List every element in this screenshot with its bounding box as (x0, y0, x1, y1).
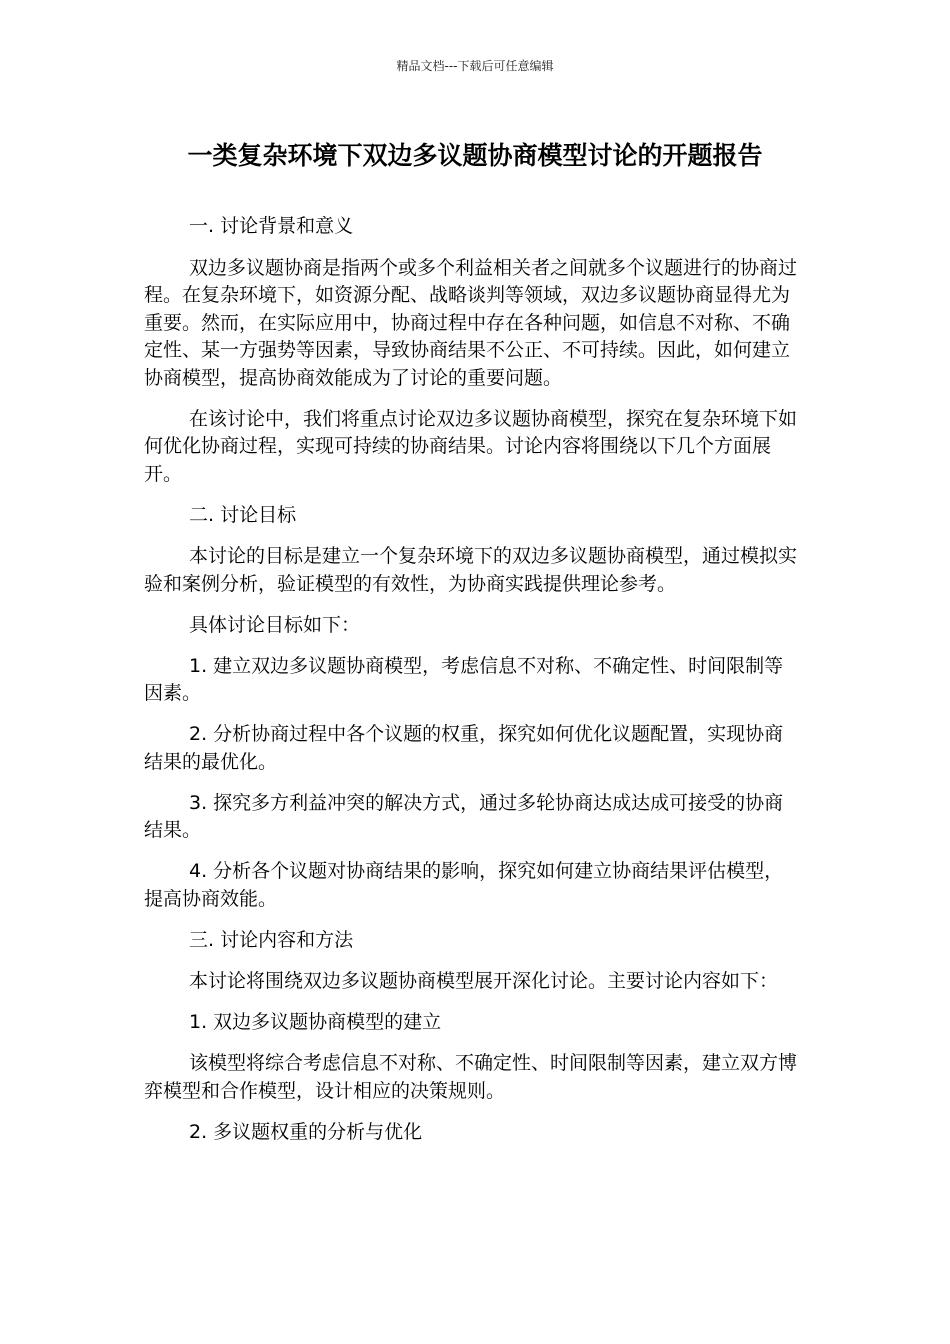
methods-item-1-heading: 1. 双边多议题协商模型的建立 (189, 1011, 442, 1033)
goal-item-4: 4. 分析各个议题对协商结果的影响，探究如何建立协商结果评估模型，提高协商效能。 (144, 860, 784, 910)
header-note: 精品文档---下载后可任意编辑 (396, 59, 554, 73)
section-heading-goals: 二. 讨论目标 (189, 503, 297, 526)
goal-item-2: 2. 分析协商过程中各个议题的权重，探究如何优化议题配置，实现协商结果的最优化。 (144, 723, 784, 773)
paragraph-background-1: 双边多议题协商是指两个或多个利益相关者之间就多个议题进行的协商过程。在复杂环境下，如资源分配、战略谈判等领域，双边多议题协商显得尤为重要。然而，在实际应用中，协商过程中存在各种问题，如信息不对称、不确定性、某一方强势等因素，导致协商结果不公正、不可持续。因此，如何建立协商模型，提高协商效能成为了讨论的重要问题。 (144, 256, 798, 389)
paragraph-methods-1: 本讨论将围绕双边多议题协商模型展开深化讨论。主要讨论内容如下： (189, 970, 779, 992)
goal-item-3: 3. 探究多方利益冲突的解决方式，通过多轮协商达成达成可接受的协商结果。 (144, 791, 784, 841)
section-heading-background: 一. 讨论背景和意义 (189, 215, 354, 237)
paragraph-background-2: 在该讨论中，我们将重点讨论双边多议题协商模型，探究在复杂环境下如何优化协商过程，实现可持续的协商结果。讨论内容将围绕以下几个方面展开。 (144, 407, 798, 485)
paragraph-goals-1: 本讨论的目标是建立一个复杂环境下的双边多议题协商模型，通过模拟实验和案例分析，验证模型的有效性，为协商实践提供理论参考。 (144, 545, 798, 595)
document-body (144, 213, 800, 1160)
document-title: 一类复杂环境下双边多议题协商模型讨论的开题报告 (187, 141, 763, 170)
section-heading-methods: 三. 讨论内容和方法 (189, 928, 354, 951)
paragraph-goals-2: 具体讨论目标如下： (189, 613, 361, 636)
methods-item-2-heading: 2. 多议题权重的分析与优化 (189, 1120, 423, 1143)
methods-item-1-body: 该模型将综合考虑信息不对称、不确定性、时间限制等因素，建立双方博弈模型和合作模型，设计相应的决策规则。 (144, 1052, 798, 1102)
goal-item-1: 1. 建立双边多议题协商模型，考虑信息不对称、不确定性、时间限制等因素。 (144, 654, 784, 704)
